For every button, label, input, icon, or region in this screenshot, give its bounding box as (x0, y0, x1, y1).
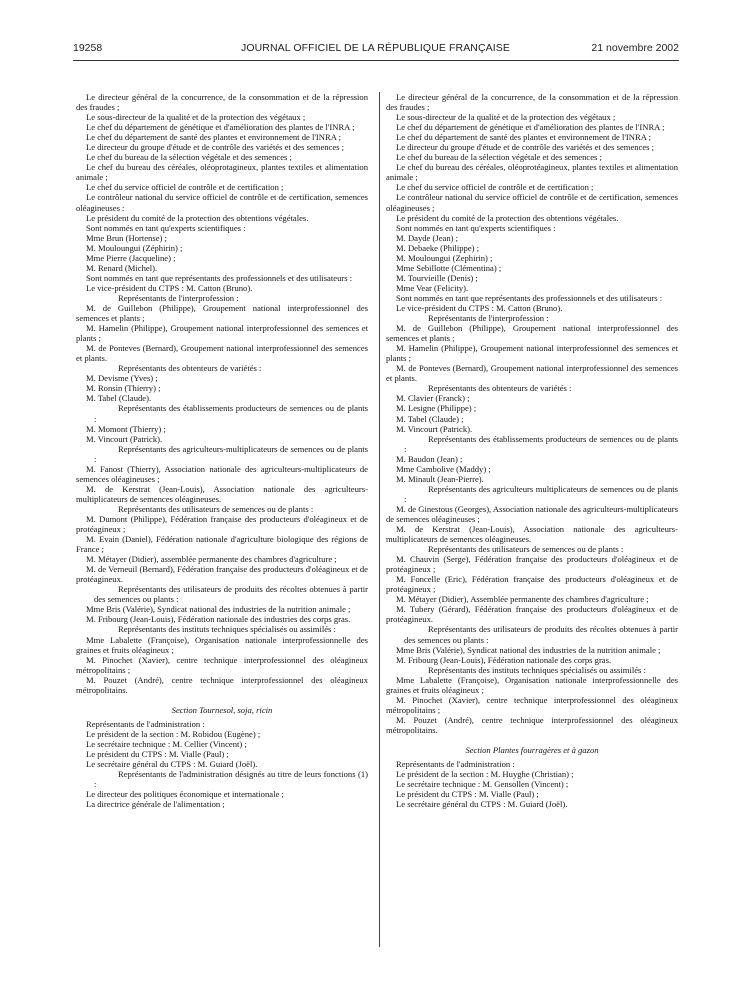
paragraph: Sont nommés en tant que représentants des professionnels et des utilisateurs : (396, 292, 663, 303)
paragraph: Sont nommés en tant qu'experts scientifiques : (86, 222, 246, 233)
paragraph: M. Ronsin (Thierry) ; (86, 383, 161, 394)
paragraph: Le président de la section : M. Huyghe (Christian) ; (396, 769, 574, 780)
paragraph: M. Minault (Jean-Pierre). (396, 473, 484, 484)
paragraph: Le directeur des politiques économique et internationale ; (86, 789, 284, 800)
paragraph: Le sous-directeur de la qualité et de la protection des végétaux ; (86, 112, 306, 123)
paragraph: Représentants de l'administration : (86, 718, 205, 729)
category-heading: Représentants de l'interprofession : (428, 313, 549, 324)
column-divider (379, 92, 380, 947)
paragraph: M. Fribourg (Jean-Louis), Fédération nationale des corps gras. (396, 654, 612, 665)
paragraph: M. Devisme (Yves) ; (86, 373, 158, 384)
paragraph: Le vice-président du CTPS : M. Catton (Bruno). (396, 302, 563, 313)
paragraph: M. Métayer (Didier), Assemblée permanente des chambres d'agriculture ; (396, 594, 649, 605)
section-heading: Section Tournesol, soja, ricin (171, 704, 273, 715)
paragraph: Mme Bris (Valérie), Syndicat national des industries de la nutrition animale ; (396, 644, 661, 655)
paragraph: M. de Ponteves (Bernard), Groupement national interprofessionnel des semences et plants. (76, 343, 368, 364)
paragraph: Le président du comité de la protection des obtentions végétales. (396, 212, 619, 223)
paragraph: M. Tubery (Gérard), Fédération française des producteurs d'oléagineux et de protéagineux. (386, 604, 678, 625)
paragraph: Mme Sebillotte (Clémentina) ; (396, 262, 502, 273)
paragraph: M. de Kerstrat (Jean-Louis), Association nationale des agriculteurs-multiplicateurs de semences oléagineuses. (76, 483, 368, 504)
paragraph: M. Momont (Thierry) ; (86, 423, 166, 434)
category-heading: Représentants des obtenteurs de variétés : (428, 383, 572, 394)
category-heading: Représentants des agriculteurs multiplicateurs de semences ou de plants : (404, 483, 678, 504)
paragraph: M. Mouloungui (Zephirin) ; (396, 252, 493, 263)
category-heading: Représentants de l'interprofession : (118, 292, 239, 303)
publication-date: 21 novembre 2002 (591, 42, 679, 54)
paragraph: Le directeur général de la concurrence, de la consommation et de la répression des fraudes ; (386, 92, 678, 113)
category-heading: Représentants des utilisateurs de semences ou de plants : (118, 503, 314, 514)
paragraph: M. Lesigne (Philippe) ; (396, 403, 477, 414)
header-rule (73, 60, 679, 61)
paragraph: Le vice-président du CTPS : M. Catton (Bruno). (86, 282, 253, 293)
paragraph: M. Pinochet (Xavier), centre technique interprofessionnel des oléagineux métropolitains ; (386, 694, 678, 715)
paragraph: M. de Kerstrat (Jean-Louis), Association nationale des agriculteurs-multiplicateurs de semences oléagineuses. (386, 524, 678, 545)
category-heading: Représentants des établissements producteurs de semences ou de plants : (94, 403, 368, 424)
paragraph: Mme Bris (Valérie), Syndicat national des industries de la nutrition animale ; (86, 604, 351, 615)
paragraph: M. de Ginestous (Georges), Association nationale des agriculteurs-multiplicateurs de semences oléagineuses ; (386, 503, 678, 524)
paragraph: Le chef du bureau des céréales, oléoprotagineux, plantes textiles et alimentation animale ; (76, 162, 368, 183)
paragraph: M. de Guillebon (Philippe), Groupement national interprofessionnel des semences et plants ; (76, 302, 368, 324)
paragraph: M. Tabel (Claude). (86, 393, 152, 404)
category-heading: Représentants des utilisateurs de produits des récoltes obtenues à partir des semences ou plants : (94, 584, 368, 605)
paragraph: Le chef du département de santé des plantes et environnement de l'INRA ; (86, 132, 341, 143)
paragraph: Le président du CTPS : M. Vialle (Paul) ; (86, 749, 229, 759)
paragraph: Mme Brun (Hortense) ; (86, 232, 167, 243)
paragraph: Représentants de l'administration : (396, 759, 515, 770)
paragraph: Le secrétaire général du CTPS : M. Guiard (Joël). (86, 759, 258, 770)
paragraph: M. Pouzet (André), centre technique interprofessionnel des oléagineux métropolitains. (386, 714, 678, 735)
paragraph: Le chef du service officiel de contrôle et de certification ; (86, 182, 284, 193)
paragraph: M. Fanost (Thierry), Association nationale des agriculteurs-multiplicateurs de semences oléagineuses ; (76, 463, 368, 484)
paragraph: Mme Pierre (Jacqueline) ; (86, 252, 176, 263)
paragraph: Le secrétaire technique : M. Gensollen (Vincent) ; (396, 779, 569, 790)
paragraph: M. Pouzet (André), centre technique interprofessionnel des oléagineux métropolitains. (76, 674, 368, 695)
category-heading: Représentants des obtenteurs de variétés : (118, 363, 262, 374)
paragraph: Le contrôleur national du service officiel de contrôle et de certification, semences oléagineuses : (76, 192, 368, 213)
category-heading: Représentants des agriculteurs-multiplicateurs de semences ou de plants : (94, 443, 368, 464)
paragraph: M. Fribourg (Jean-Louis), Fédération nationale des industries des corps gras. (86, 614, 351, 625)
paragraph: Sont nommés en tant que représentants des professionnels et des utilisateurs : (86, 272, 353, 283)
paragraph: Le chef du département de génétique et d'amélioration des plantes de l'INRA ; (396, 122, 665, 133)
paragraph: M. Evain (Daniel), Fédération nationale d'agriculture biologique des régions de France ; (76, 534, 368, 555)
category-heading: Représentants des instituts techniques spécialisés ou assimilés : (428, 664, 646, 675)
right-column (386, 92, 678, 809)
paragraph: Le président du comité de la protection des obtentions végétales. (86, 212, 309, 223)
paragraph: Le directeur général de la concurrence, de la consommation et de la répression des fraudes ; (76, 92, 368, 113)
category-heading: Représentants des utilisateurs de produits des récoltes obtenues à partir des semences ou plants : (404, 624, 678, 645)
paragraph: M. Dayde (Jean) ; (396, 232, 459, 243)
paragraph: M. Mouloungui (Zéphirin) ; (86, 242, 183, 253)
paragraph: M. Renard (Michel). (86, 262, 158, 273)
paragraph: Le chef du bureau de la sélection végétale et des semences ; (86, 152, 292, 163)
paragraph: Mme Labalette (Françoise), Organisation nationale interprofessionnelle des graines et fruits oléagineux ; (386, 674, 678, 695)
page-number: 19258 (73, 42, 103, 54)
category-heading: Représentants des utilisateurs de semences ou de plants : (428, 544, 624, 555)
paragraph: Le secrétaire technique : M. Cellier (Vincent) ; (86, 738, 247, 749)
paragraph: M. Métayer (Didier), assemblée permanente des chambres d'agriculture ; (86, 554, 337, 565)
paragraph: M. Tourvieille (Denis) ; (396, 272, 478, 283)
paragraph: M. Vincourt (Patrick). (396, 423, 473, 434)
paragraph: M. de Verneuil (Bernard), Fédération française des producteurs d'oléagineux et de protéagineux. (76, 564, 368, 585)
paragraph: M. Tabel (Claude) ; (396, 413, 464, 424)
paragraph: Le chef du département de génétique et d'amélioration des plantes de l'INRA ; (86, 122, 355, 133)
paragraph: Le sous-directeur de la qualité et de la protection des végétaux ; (396, 112, 616, 123)
paragraph: Le chef du bureau des céréales, oléoprotéagineux, plantes textiles et alimentation animale ; (386, 162, 678, 183)
paragraph: Le secrétaire général du CTPS : M. Guiard (Joël). (396, 799, 568, 810)
paragraph: M. Baudon (Jean) ; (396, 453, 463, 464)
paragraph: M. Clavier (Franck) ; (396, 393, 470, 404)
category-heading: Représentants de l'administration désignés au titre de leurs fonctions (1) : (94, 769, 368, 790)
category-heading: Représentants des instituts techniques spécialisés ou assimilés : (118, 624, 336, 635)
paragraph: Le chef du département de santé des plantes et environnement de l'INRA ; (396, 132, 651, 143)
paragraph: M. Debaeke (Philippe) ; (396, 242, 480, 253)
paragraph: Mme Cambolive (Maddy) ; (396, 463, 491, 474)
journal-title: JOURNAL OFFICIEL DE LA RÉPUBLIQUE FRANÇAISE (241, 42, 510, 54)
section-heading: Section Plantes fourragères et à gazon (465, 745, 599, 755)
paragraph: M. Pinochet (Xavier), centre technique interprofessionnel des oléagineux métropolitains ; (76, 654, 368, 675)
category-heading: Représentants des établissements producteurs de semences ou de plants : (404, 433, 678, 454)
paragraph: M. Hamelin (Philippe), Groupement national interprofessionnel des semences et plants ; (386, 343, 678, 364)
paragraph: M. Foncelle (Eric), Fédération française des producteurs d'oléagineux et de protéagineux ; (386, 574, 678, 595)
paragraph: Le contrôleur national du service officiel de contrôle et de certification, semences oléagineuses ; (386, 192, 678, 213)
paragraph: Le chef du service officiel de contrôle et de certification ; (396, 182, 594, 193)
paragraph: Sont nommés en tant qu'experts scientifiques : (396, 222, 556, 233)
paragraph: M. de Guillebon (Philippe), Groupement national interprofessionnel des semences et plants ; (386, 323, 678, 344)
paragraph: Le directeur du groupe d'étude et de contrôle des variétés et des semences ; (86, 142, 345, 153)
paragraph: M. Vincourt (Patrick). (86, 433, 163, 444)
paragraph: M. de Ponteves (Bernard), Groupement national interprofessionnel des semences et plants. (386, 363, 678, 384)
page-header (0, 42, 751, 58)
paragraph: Le président de la section : M. Robidou (Eugène) ; (86, 728, 261, 739)
paragraph: Le chef du bureau de la sélection végétale et des semences ; (396, 152, 602, 163)
paragraph: Mme Vear (Felicity). (396, 282, 469, 293)
paragraph: M. Chauvin (Serge), Fédération française des producteurs d'oléagineux et de protéagineux ; (386, 554, 678, 575)
paragraph: Le président du CTPS : M. Vialle (Paul) ; (396, 789, 539, 800)
paragraph: Mme Labalette (Françoise), Organisation nationale interprofessionnelle des graines et fruits oléagineux ; (76, 634, 368, 655)
paragraph: M. Hamelin (Philippe), Groupement national interprofessionnel des semences et plants ; (76, 323, 368, 344)
paragraph: La directrice générale de l'alimentation ; (86, 799, 225, 810)
paragraph: M. Dumont (Philippe), Fédération française des producteurs d'oléagineux et de protéagineux ; (76, 513, 368, 535)
paragraph: Le directeur du groupe d'étude et de contrôle des variétés et des semences ; (396, 142, 655, 153)
left-column (76, 92, 368, 809)
